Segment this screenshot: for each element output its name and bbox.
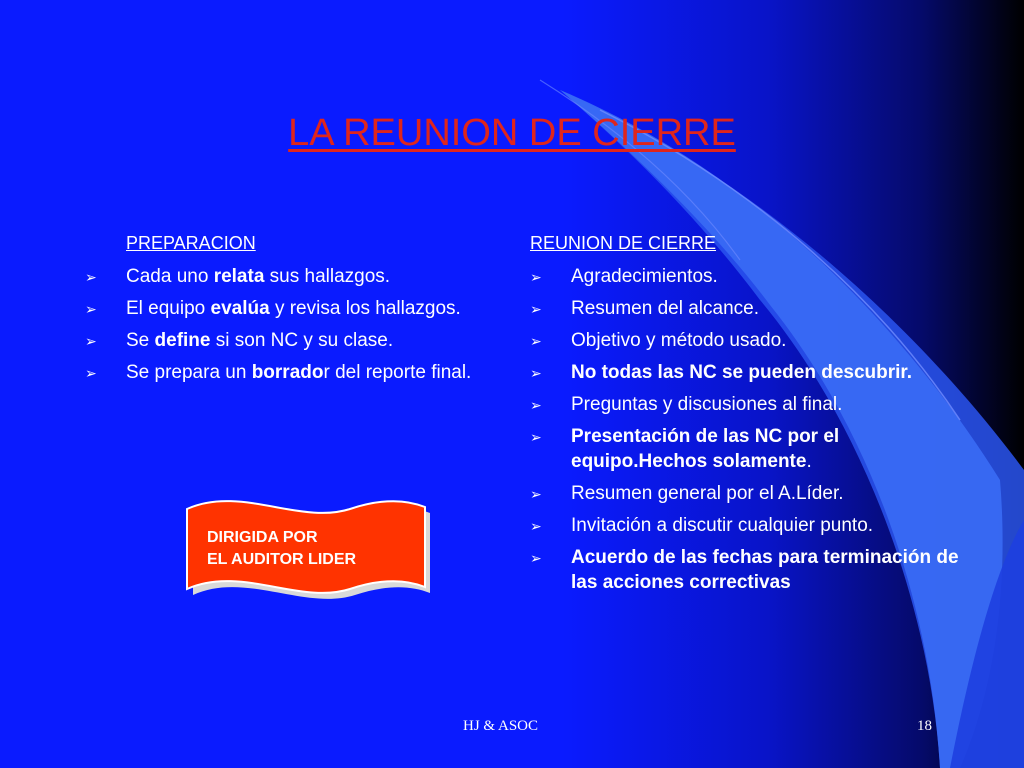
bullet-text-bold: Acuerdo de las fechas para terminación de las acciones correctivas xyxy=(571,547,959,593)
bullet-text: Objetivo y método usado. xyxy=(571,330,787,351)
arrowhead-bullet-icon: ➢ xyxy=(85,269,97,285)
bullet-item xyxy=(530,328,970,353)
bullet-item xyxy=(530,424,970,474)
column-heading: REUNION DE CIERRE xyxy=(530,233,717,253)
footer-author: HJ & ASOC xyxy=(463,718,539,734)
bullet-text-bold: define xyxy=(154,330,211,351)
bullet-list xyxy=(85,264,505,385)
arrowhead-bullet-icon: ➢ xyxy=(530,397,542,413)
arrowhead-bullet-icon: ➢ xyxy=(530,269,542,285)
bullet-item xyxy=(530,360,970,385)
page-number: 18 xyxy=(917,718,932,734)
arrowhead-bullet-icon: ➢ xyxy=(85,301,97,317)
bullet-item xyxy=(530,264,970,289)
arrowhead-bullet-icon: ➢ xyxy=(85,333,97,349)
banner-line: DIRIGIDA POR xyxy=(207,529,318,546)
arrowhead-bullet-icon: ➢ xyxy=(530,429,542,445)
bullet-text: . xyxy=(806,451,812,472)
slide-title: LA REUNION DE CIERRE xyxy=(288,112,736,154)
bullet-item xyxy=(85,328,505,353)
arrowhead-bullet-icon: ➢ xyxy=(530,486,542,502)
bullet-text: y revisa los hallazgos. xyxy=(269,298,461,319)
bullet-item xyxy=(530,296,970,321)
bullet-item xyxy=(85,296,505,321)
bullet-item xyxy=(85,360,505,385)
bullet-list xyxy=(530,264,970,595)
bullet-text: Preguntas y discusiones al final. xyxy=(571,394,843,415)
bullet-text: Resumen del alcance. xyxy=(571,298,759,319)
bullet-text-bold: evalúa xyxy=(210,298,270,319)
banner-line: EL AUDITOR LIDER xyxy=(207,551,357,568)
bullet-text: sus hallazgos. xyxy=(264,266,391,287)
bullet-item xyxy=(530,481,970,506)
bullet-text: Resumen general por el A.Líder. xyxy=(571,483,844,504)
bullet-text: Cada uno xyxy=(126,266,214,287)
bullet-item xyxy=(530,513,970,538)
bullet-item xyxy=(530,545,970,595)
arrowhead-bullet-icon: ➢ xyxy=(530,365,542,381)
arrowhead-bullet-icon: ➢ xyxy=(530,550,542,566)
preparacion-column xyxy=(85,231,505,392)
bullet-text: Se xyxy=(126,330,155,351)
arrowhead-bullet-icon: ➢ xyxy=(530,333,542,349)
bullet-text: r del reporte final. xyxy=(323,362,472,383)
bullet-text: si son NC y su clase. xyxy=(210,330,394,351)
banner-text xyxy=(207,527,356,571)
bullet-text-bold: Presentación de las NC por el equipo.Hechos solamente xyxy=(571,426,840,472)
bullet-text: Agradecimientos. xyxy=(571,266,718,287)
arrowhead-bullet-icon: ➢ xyxy=(85,365,97,381)
bullet-text-bold: relata xyxy=(213,266,265,287)
bullet-text: Se prepara un xyxy=(126,362,252,383)
reunion-column xyxy=(530,231,970,602)
column-heading: PREPARACION xyxy=(126,233,256,253)
bullet-text-bold: borrado xyxy=(251,362,324,383)
bullet-text: Invitación a discutir cualquier punto. xyxy=(571,515,874,536)
bullet-text-bold: No todas las NC se pueden descubrir. xyxy=(571,362,913,383)
bullet-text: El equipo xyxy=(126,298,211,319)
bullet-item xyxy=(530,392,970,417)
arrowhead-bullet-icon: ➢ xyxy=(530,518,542,534)
bullet-item xyxy=(85,264,505,289)
arrowhead-bullet-icon: ➢ xyxy=(530,301,542,317)
